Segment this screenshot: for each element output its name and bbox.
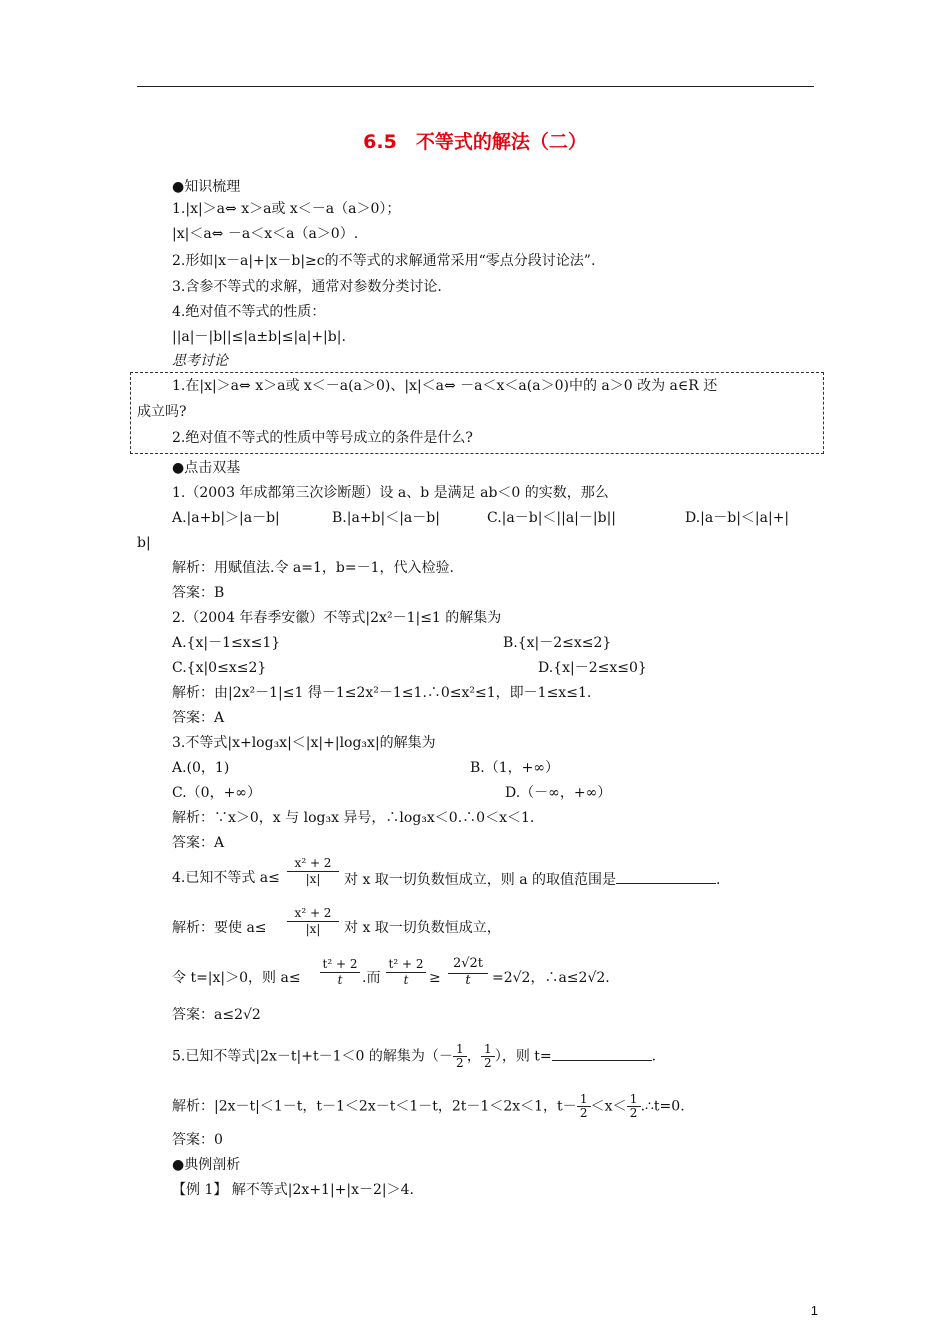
problem-4-let-ge: ≥ [429, 970, 441, 986]
fraction-denominator: 2 [453, 1056, 467, 1070]
problem-5-stem-comma: ， [466, 1048, 481, 1065]
problem-3-option-c: C.（0，+∞） [172, 785, 261, 801]
problem-4-solution-start: 解析：要使 a≤ [172, 920, 267, 936]
fraction-numerator: 1 [484, 1042, 492, 1056]
problem-4-stem-period: . [716, 872, 721, 888]
problem-5-answer: 答案：0 [172, 1132, 223, 1148]
problem-5-solution [172, 1093, 685, 1120]
problem-2-option-c: C.{x|0≤x≤2} [172, 660, 267, 676]
page-title: 6.5 不等式的解法（二） [363, 131, 587, 153]
problem-4-let-end: =2√2，∴a≤2√2. [492, 970, 610, 986]
answer-blank [616, 869, 716, 884]
problem-2-option-b: B.{x|－2≤x≤2} [503, 635, 612, 651]
problem-2-option-d: D.{x|－2≤x≤0} [538, 660, 647, 676]
fraction-denominator: 2 [481, 1056, 495, 1070]
fraction-numerator: 1 [579, 1092, 588, 1106]
section-heading-basics: ●点击双基 [172, 460, 241, 476]
problem-4-let-fraction-2 [384, 957, 428, 987]
problem-3-answer: 答案：A [172, 835, 225, 851]
problem-1-option-a: A.|a+b|＞|a－b| [172, 510, 280, 526]
problem-2-answer: 答案：A [172, 710, 225, 726]
problem-4-stem-start: 4.已知不等式 a≤ [172, 870, 280, 886]
problem-4-let-start: 令 t=|x|＞0，则 a≤ [172, 970, 301, 986]
problem-5-stem-period: . [651, 1048, 657, 1065]
problem-1-option-c: C.|a－b|＜||a|－|b|| [487, 510, 617, 526]
problem-1: 1.（2003 年成都第三次诊断题）设 a、b 是满足 ab＜0 的实数，那么 [172, 485, 609, 501]
fraction-denominator: 2 [627, 1106, 641, 1120]
problem-4-answer: 答案：a≤2√2 [172, 1007, 261, 1023]
problem-4-stem-end [344, 869, 721, 889]
problem-4-let-fraction-1 [318, 957, 362, 987]
problem-3: 3.不等式|x+log₃x|＜|x|+|log₃x|的解集为 [172, 735, 436, 751]
knowledge-line-5: 4.绝对值不等式的性质： [172, 304, 326, 320]
problem-4-let-fraction-2-numerator: t² + 2 [388, 957, 424, 971]
problem-4-fraction-denominator: |x| [305, 872, 321, 886]
problem-1-option-d-cont: b| [137, 535, 151, 551]
problem-4-let-fraction-3-numerator: 2√2t [452, 956, 484, 971]
problem-3-option-b: B.（1，+∞） [470, 760, 560, 776]
problem-3-option-a: A.(0，1) [172, 760, 230, 776]
problem-4-fraction [284, 856, 342, 886]
problem-4-solution-fraction-denominator: |x| [305, 922, 321, 936]
knowledge-line-3: 2.形如|x－a|+|x－b|≥c的不等式的求解通常采用“零点分段讨论法”. [172, 253, 596, 269]
think-heading: 思考讨论 [172, 353, 228, 369]
problem-5-solution-fraction-2 [627, 1093, 641, 1120]
page-number: 1 [810, 1303, 818, 1318]
fraction-numerator: 1 [629, 1092, 638, 1106]
section-heading-knowledge: ●知识梳理 [172, 179, 241, 195]
problem-3-solution: 解析：∵x＞0，x 与 log₃x 异号，∴log₃x＜0.∴0＜x＜1. [172, 810, 535, 826]
problem-1-option-b: B.|a+b|＜|a－b| [332, 510, 440, 526]
problem-4-solution-fraction-numerator: x² + 2 [294, 906, 332, 920]
knowledge-line-1: 1.|x|＞a⇔ x＞a或 x＜－a（a＞0）； [172, 201, 401, 217]
problem-4-let-fraction-2-denominator: t [403, 973, 409, 987]
problem-5-solution-mid: ＜x＜ [590, 1098, 627, 1115]
problem-5-solution-start: 解析：|2x－t|＜1－t，t－1＜2x－t＜1－t，2t－1＜2x＜1，t－ [172, 1098, 577, 1115]
problem-2-option-a: A.{x|－1≤x≤1} [172, 635, 281, 651]
problem-4-solution-fraction [284, 906, 342, 936]
problem-4-fraction-numerator: x² + 2 [294, 856, 332, 870]
think-question-1-cont: 成立吗? [137, 404, 187, 420]
problem-2-solution: 解析：由|2x²－1|≤1 得－1≤2x²－1≤1.∴0≤x²≤1，即－1≤x≤1. [172, 685, 592, 701]
problem-4-let-mid: .而 [362, 970, 381, 986]
problem-5-stem-end: ），则 t= [494, 1048, 552, 1065]
problem-5-solution-fraction-1 [577, 1093, 591, 1120]
think-question-2: 2.绝对值不等式的性质中等号成立的条件是什么? [172, 430, 473, 446]
answer-blank [552, 1046, 652, 1061]
problem-5-fraction-1 [453, 1043, 467, 1070]
knowledge-line-4: 3.含参不等式的求解，通常对参数分类讨论. [172, 279, 442, 295]
problem-4-stem-text: 对 x 取一切负数恒成立，则 a 的取值范围是 [344, 872, 617, 888]
problem-3-option-d: D.（－∞，+∞） [505, 785, 612, 801]
problem-4-solution-end: 对 x 取一切负数恒成立， [344, 920, 501, 936]
knowledge-line-6: ||a|－|b||≤|a±b|≤|a|+|b|. [172, 329, 346, 345]
header-rule [137, 86, 814, 87]
problem-1-answer: 答案：B [172, 585, 225, 601]
problem-5-stem [172, 1043, 656, 1070]
knowledge-line-2: |x|＜a⇔ －a＜x＜a（a＞0）. [172, 226, 359, 242]
problem-4-let-fraction-3-denominator: t [465, 973, 471, 988]
problem-1-option-d: D.|a－b|＜|a|+| [685, 510, 790, 526]
problem-2: 2.（2004 年春季安徽）不等式|2x²－1|≤1 的解集为 [172, 610, 502, 626]
think-question-1: 1.在|x|＞a⇔ x＞a或 x＜－a(a＞0)、|x|＜a⇔ －a＜x＜a(a＞0)中的 a＞0 改为 a∈R 还 [172, 378, 718, 394]
problem-5-solution-end: .∴t=0. [640, 1098, 685, 1115]
fraction-numerator: 1 [456, 1042, 464, 1056]
problem-4-let-fraction-3 [446, 957, 490, 988]
problem-4-let-fraction-1-denominator: t [337, 973, 343, 987]
example-1: 【例 1】 解不等式|2x+1|+|x－2|＞4. [172, 1182, 415, 1198]
fraction-denominator: 2 [577, 1106, 591, 1120]
problem-5-stem-start: 5.已知不等式|2x－t|+t－1＜0 的解集为（－ [172, 1048, 453, 1065]
problem-5-fraction-2 [481, 1043, 495, 1070]
section-heading-examples: ●典例剖析 [172, 1157, 241, 1173]
problem-1-solution: 解析：用赋值法.令 a=1，b=－1，代入检验. [172, 560, 454, 576]
problem-4-let-fraction-1-numerator: t² + 2 [322, 957, 358, 971]
